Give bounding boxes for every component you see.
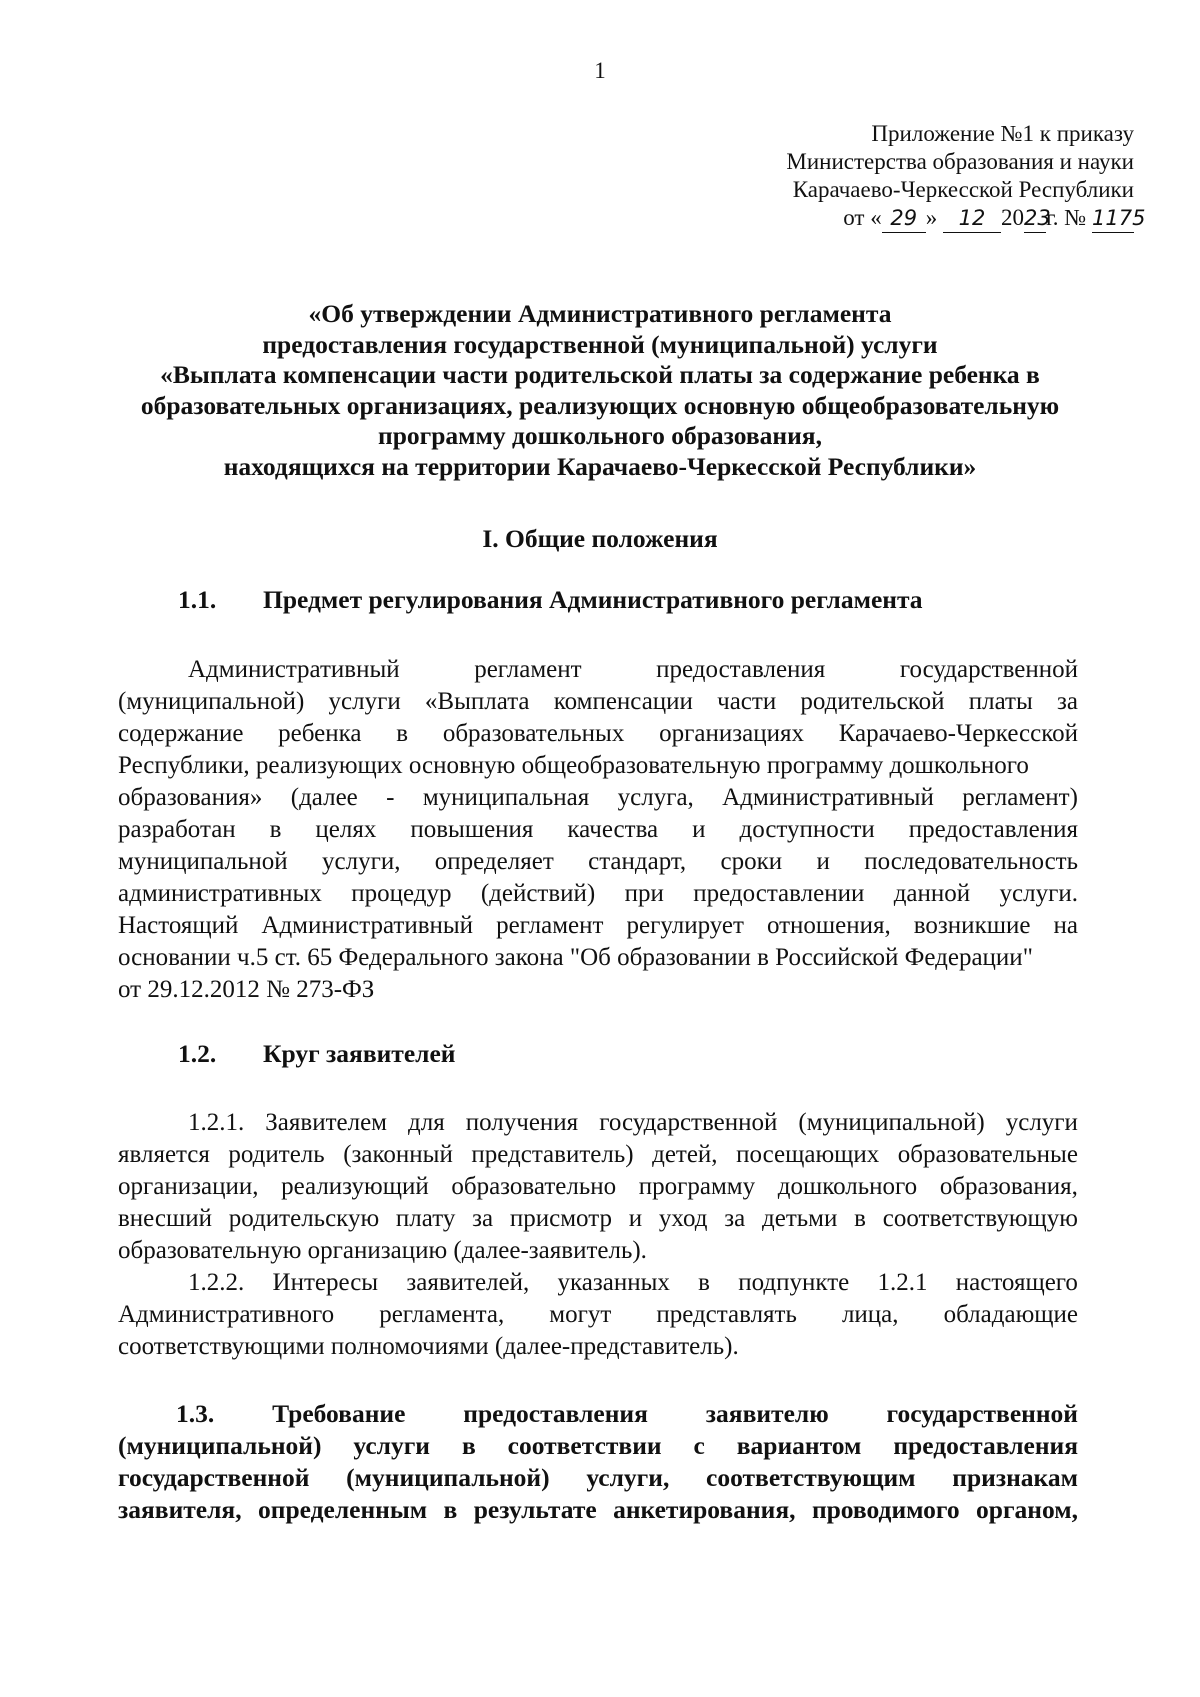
annex-date-line (786, 204, 1146, 233)
word: регламент (496, 912, 604, 939)
annex-line-3: Карачаево-Черкесской Республики (792, 177, 1134, 202)
date-day-close: » (925, 205, 938, 230)
word: Административный (261, 912, 474, 939)
word: соответствии (507, 1431, 662, 1460)
handwritten-year: 23 (1024, 204, 1046, 233)
handwritten-day: 29 (882, 204, 926, 233)
word: родитель (228, 1141, 325, 1168)
word: вариантом (736, 1431, 862, 1460)
word: предоставлении (693, 880, 865, 907)
paragraph-1-2-1 (118, 1107, 1078, 1267)
word: представитель) (471, 1141, 634, 1168)
title-line: «Об утверждении Административного регламента (308, 299, 892, 328)
word: заявителя, (118, 1495, 242, 1524)
word: возникшие (913, 912, 1031, 939)
word: муниципальная (422, 784, 590, 811)
word: за (1056, 688, 1078, 715)
word: «Выплата (424, 688, 530, 715)
word: регулирует (626, 912, 744, 939)
word: (муниципальной) (346, 1463, 550, 1492)
word: государственной (886, 1399, 1078, 1428)
word: государственной (118, 1463, 310, 1492)
word: услуги. (999, 880, 1078, 907)
word: (законный (343, 1141, 453, 1168)
word: организациях (659, 720, 804, 747)
word: компенсации (553, 688, 693, 715)
word: образовательные (897, 1141, 1078, 1168)
paragraph-1-1 (118, 654, 1078, 1006)
word: услуги (353, 1431, 431, 1460)
word: лица, (841, 1301, 899, 1328)
text-line (118, 846, 1078, 878)
word: сроки (720, 848, 783, 875)
subsection-number: 1.1. (178, 585, 217, 614)
word: предоставления (656, 656, 826, 683)
word: основании ч.5 ст. 65 Федерального закона "Об образовании в Российской Федерации" (118, 944, 1033, 971)
word: платы (968, 688, 1033, 715)
word: ребенка (278, 720, 362, 747)
word: обладающие (943, 1301, 1078, 1328)
word: предоставления (893, 1431, 1078, 1460)
word: за (724, 1205, 746, 1232)
word: проводимого (811, 1495, 960, 1524)
word: разработан (118, 816, 236, 843)
word: образования, (939, 1173, 1078, 1200)
word: государственной (899, 656, 1078, 683)
word: соответствующую (882, 1205, 1078, 1232)
word: (муниципальной) (798, 1109, 985, 1136)
text-line (118, 878, 1078, 910)
word: услуги (328, 688, 401, 715)
word: определяет (434, 848, 554, 875)
date-prefix: от « (843, 205, 882, 230)
subsection-heading-1-3 (118, 1398, 1078, 1526)
word: (муниципальной) (118, 688, 305, 715)
text-line (118, 1171, 1078, 1203)
word: представлять (656, 1301, 797, 1328)
annex-line-1: Приложение №1 к приказу (871, 121, 1134, 146)
word: уход (658, 1205, 708, 1232)
word: услуга, (617, 784, 694, 811)
title-line: находящихся на территории Карачаево-Черкесской Республики» (223, 451, 977, 481)
word: детей, (652, 1141, 718, 1168)
section-heading-general: I. Общие положения (482, 524, 718, 553)
word: является (118, 1141, 210, 1168)
word: присмотр (509, 1205, 612, 1232)
annex-block (786, 120, 1146, 233)
word: детьми (762, 1205, 838, 1232)
page-number: 1 (594, 58, 606, 83)
word: процедур (351, 880, 452, 907)
word: для (408, 1109, 445, 1136)
text-line (118, 718, 1078, 750)
text-line (118, 686, 1078, 718)
word: доступности (739, 816, 875, 843)
text-line (118, 1299, 1078, 1331)
word: части (717, 688, 777, 715)
word: данной (893, 880, 971, 907)
word: в (698, 1269, 710, 1296)
word: соответствующим (706, 1463, 916, 1492)
word: в (396, 720, 409, 747)
text-line (118, 910, 1078, 942)
text-line (118, 942, 1078, 974)
word: и (816, 848, 830, 875)
subsection-number: 1.2. (178, 1039, 217, 1068)
word: результате (473, 1495, 597, 1524)
word: программу (638, 1173, 756, 1200)
word: анкетирования, (613, 1495, 796, 1524)
text-line (118, 1331, 1078, 1363)
word: муниципальной (118, 848, 288, 875)
text-line (118, 1235, 1078, 1267)
word: на (1053, 912, 1078, 939)
word: настоящего (955, 1269, 1078, 1296)
word: в (854, 1205, 866, 1232)
word: целях (315, 816, 377, 843)
word: Административного (118, 1301, 335, 1328)
text-line (118, 1203, 1078, 1235)
heading-line (118, 1430, 1078, 1462)
word: заявителю (705, 1399, 829, 1428)
word: регламента, (379, 1301, 505, 1328)
word: регламент) (962, 784, 1078, 811)
word: государственной (599, 1109, 778, 1136)
subsection-title: Круг заявителей (263, 1039, 456, 1068)
word: Требование (272, 1399, 406, 1428)
word: качества (567, 816, 659, 843)
word: (муниципальной) (118, 1431, 322, 1460)
word: образования» (118, 784, 263, 811)
word: Интересы (272, 1269, 379, 1296)
word: (действий) (480, 880, 596, 907)
word: Республики, реализующих основную общеобразовательную программу дошкольного (118, 752, 1029, 779)
text-line (118, 1267, 1078, 1299)
word: Заявителем (265, 1109, 387, 1136)
paragraph-1-2-2 (118, 1267, 1078, 1363)
word: могут (549, 1301, 612, 1328)
subsection-heading-1-2 (178, 1039, 455, 1069)
word: Настоящий (118, 912, 239, 939)
word: 1.2.2. (188, 1269, 245, 1296)
word: заявителей, (406, 1269, 530, 1296)
word: отношения, (766, 912, 891, 939)
annex-line-2: Министерства образования и науки (786, 149, 1134, 174)
word: при (624, 880, 664, 907)
word: соответствующими полномочиями (далее-представитель). (118, 1333, 739, 1360)
word: регламент (474, 656, 582, 683)
word: посещающих (736, 1141, 880, 1168)
text-line (118, 1107, 1078, 1139)
year-prefix: 20 (1000, 205, 1024, 230)
title-line: программу дошкольного образования, (378, 421, 822, 450)
text-line (118, 1139, 1078, 1171)
subsection-heading-1-1 (178, 585, 923, 615)
word: образовательную организацию (далее-заявитель). (118, 1237, 647, 1264)
word: и (692, 816, 706, 843)
word: получения (465, 1109, 579, 1136)
word: и (628, 1205, 643, 1232)
word: в (461, 1431, 476, 1460)
word: реализующий (281, 1173, 429, 1200)
word: предоставления (908, 816, 1078, 843)
handwritten-month: 12 (943, 204, 1001, 233)
word: признакам (952, 1463, 1078, 1492)
heading-line (118, 1462, 1078, 1494)
title-line: «Выплата компенсации части родительской платы за содержание ребенка в (160, 360, 1040, 389)
word: плату (395, 1205, 456, 1232)
word: от 29.12.2012 № 273-ФЗ (118, 976, 375, 1003)
number-prefix: г. № (1045, 205, 1087, 230)
text-line (118, 814, 1078, 846)
word: в (269, 816, 282, 843)
word: 1.2.1. (188, 1109, 245, 1136)
title-line: предоставления государственной (муниципальной) услуги (262, 329, 938, 359)
word: образовательных (442, 720, 625, 747)
text-line (118, 782, 1078, 814)
word: образовательно (451, 1173, 617, 1200)
word: органом, (976, 1495, 1078, 1524)
word: с (693, 1431, 705, 1460)
word: подпункте (738, 1269, 850, 1296)
word: Карачаево-Черкесской (838, 720, 1078, 747)
word: административных (118, 880, 322, 907)
title-line: образовательных организациях, реализующих основную общеобразовательную (140, 390, 1060, 420)
word: в (443, 1495, 458, 1524)
word: дошкольного (777, 1173, 918, 1200)
heading-line (118, 1398, 1078, 1430)
word: организации, (118, 1173, 259, 1200)
word: Административный (722, 784, 934, 811)
word: повышения (410, 816, 534, 843)
word: - (386, 784, 395, 811)
word: указанных (557, 1269, 670, 1296)
word: за (472, 1205, 494, 1232)
word: содержание (118, 720, 244, 747)
word: услуги (1005, 1109, 1078, 1136)
word: внесший (118, 1205, 213, 1232)
heading-line (118, 1494, 1078, 1526)
word: 1.3. (176, 1399, 215, 1428)
word: услуги, (322, 848, 401, 875)
word: стандарт, (588, 848, 687, 875)
word: определенным (258, 1495, 428, 1524)
word: последовательность (864, 848, 1078, 875)
word: (далее (290, 784, 358, 811)
word: Административный (188, 656, 400, 683)
text-line (118, 750, 1078, 782)
word: 1.2.1 (877, 1269, 928, 1296)
word: предоставления (463, 1399, 648, 1428)
word: услуги, (586, 1463, 670, 1492)
subsection-title: Предмет регулирования Административного регламента (263, 585, 923, 614)
word: родительской (800, 688, 945, 715)
word: родительскую (228, 1205, 380, 1232)
document-title (100, 299, 1100, 482)
handwritten-order-number: 1175 (1092, 204, 1134, 233)
text-line (118, 654, 1078, 686)
text-line (118, 974, 1078, 1006)
